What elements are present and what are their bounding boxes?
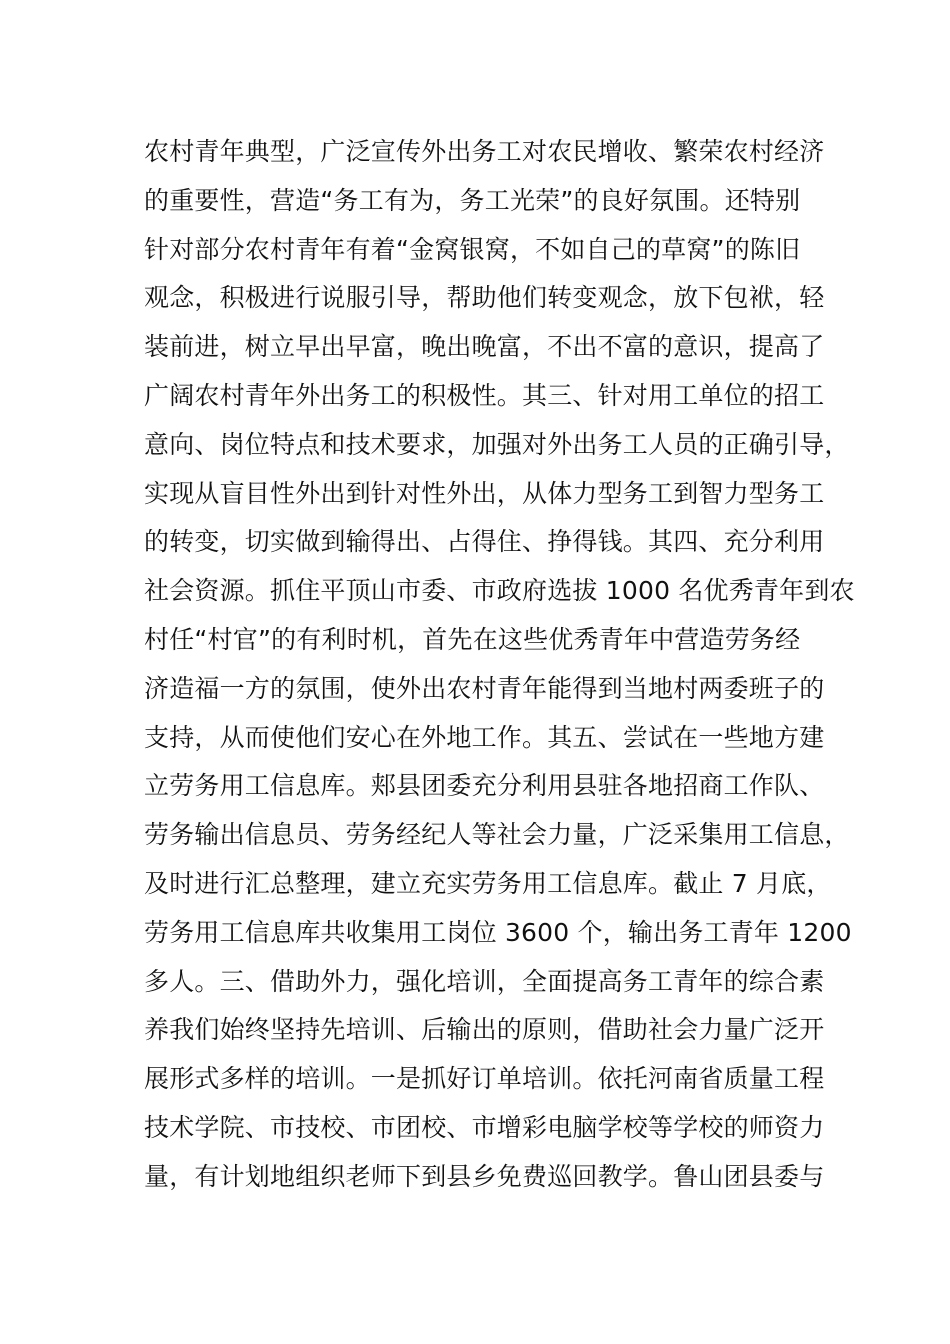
- text-line: 及时进行汇总整理，建立充实劳务用工信息库。截止 7 月底，: [144, 868, 832, 898]
- text-line: 劳务输出信息员、劳务经纪人等社会力量，广泛采集用工信息，: [144, 820, 850, 850]
- text-line: 的转变，切实做到输得出、占得住、挣得钱。其四、充分利用: [144, 527, 825, 557]
- text-line: 技术学院、市技校、市团校、市增彩电脑学校等学校的师资力: [144, 1112, 825, 1142]
- text-line: 村任“村官”的有利时机，首先在这些优秀青年中营造劳务经: [144, 624, 801, 654]
- text-line: 展形式多样的培训。一是抓好订单培训。依托河南省质量工程: [144, 1064, 825, 1094]
- text-line: 支持，从而使他们安心在外地工作。其五、尝试在一些地方建: [144, 722, 825, 752]
- text-line: 实现从盲目性外出到针对性外出，从体力型务工到智力型务工: [144, 478, 825, 508]
- text-line: 的重要性，营造“务工有为，务工光荣”的良好氛围。还特别: [144, 185, 801, 215]
- text-line: 社会资源。抓住平顶山市委、市政府选拔 1000 名优秀青年到农: [144, 576, 855, 606]
- text-line: 广阔农村青年外出务工的积极性。其三、针对用工单位的招工: [144, 380, 825, 410]
- text-line: 意向、岗位特点和技术要求，加强对外出务工人员的正确引导，: [144, 429, 850, 459]
- text-line: 装前进，树立早出早富，晚出晚富，不出不富的意识，提高了: [144, 332, 825, 362]
- text-line: 农村青年典型，广泛宣传外出务工对农民增收、繁荣农村经济: [144, 137, 825, 166]
- body-text: [144, 128, 855, 1202]
- text-line: 观念，积极进行说服引导，帮助他们转变观念，放下包袱，轻: [144, 283, 825, 313]
- text-line: 养我们始终坚持先培训、后输出的原则，借助社会力量广泛开: [144, 1015, 825, 1045]
- text-line: 多人。三、借助外力，强化培训，全面提高务工青年的综合素: [144, 966, 825, 996]
- text-line: 济造福一方的氛围，使外出农村青年能得到当地村两委班子的: [144, 673, 825, 703]
- text-line: 针对部分农村青年有着“金窝银窝，不如自己的草窝”的陈旧: [144, 234, 801, 264]
- text-line: 立劳务用工信息库。郏县团委充分利用县驻各地招商工作队、: [144, 771, 825, 801]
- text-line: 量，有计划地组织老师下到县乡免费巡回教学。鲁山团县委与: [144, 1161, 825, 1191]
- text-line: 劳务用工信息库共收集用工岗位 3600 个，输出务工青年 1200: [144, 917, 852, 947]
